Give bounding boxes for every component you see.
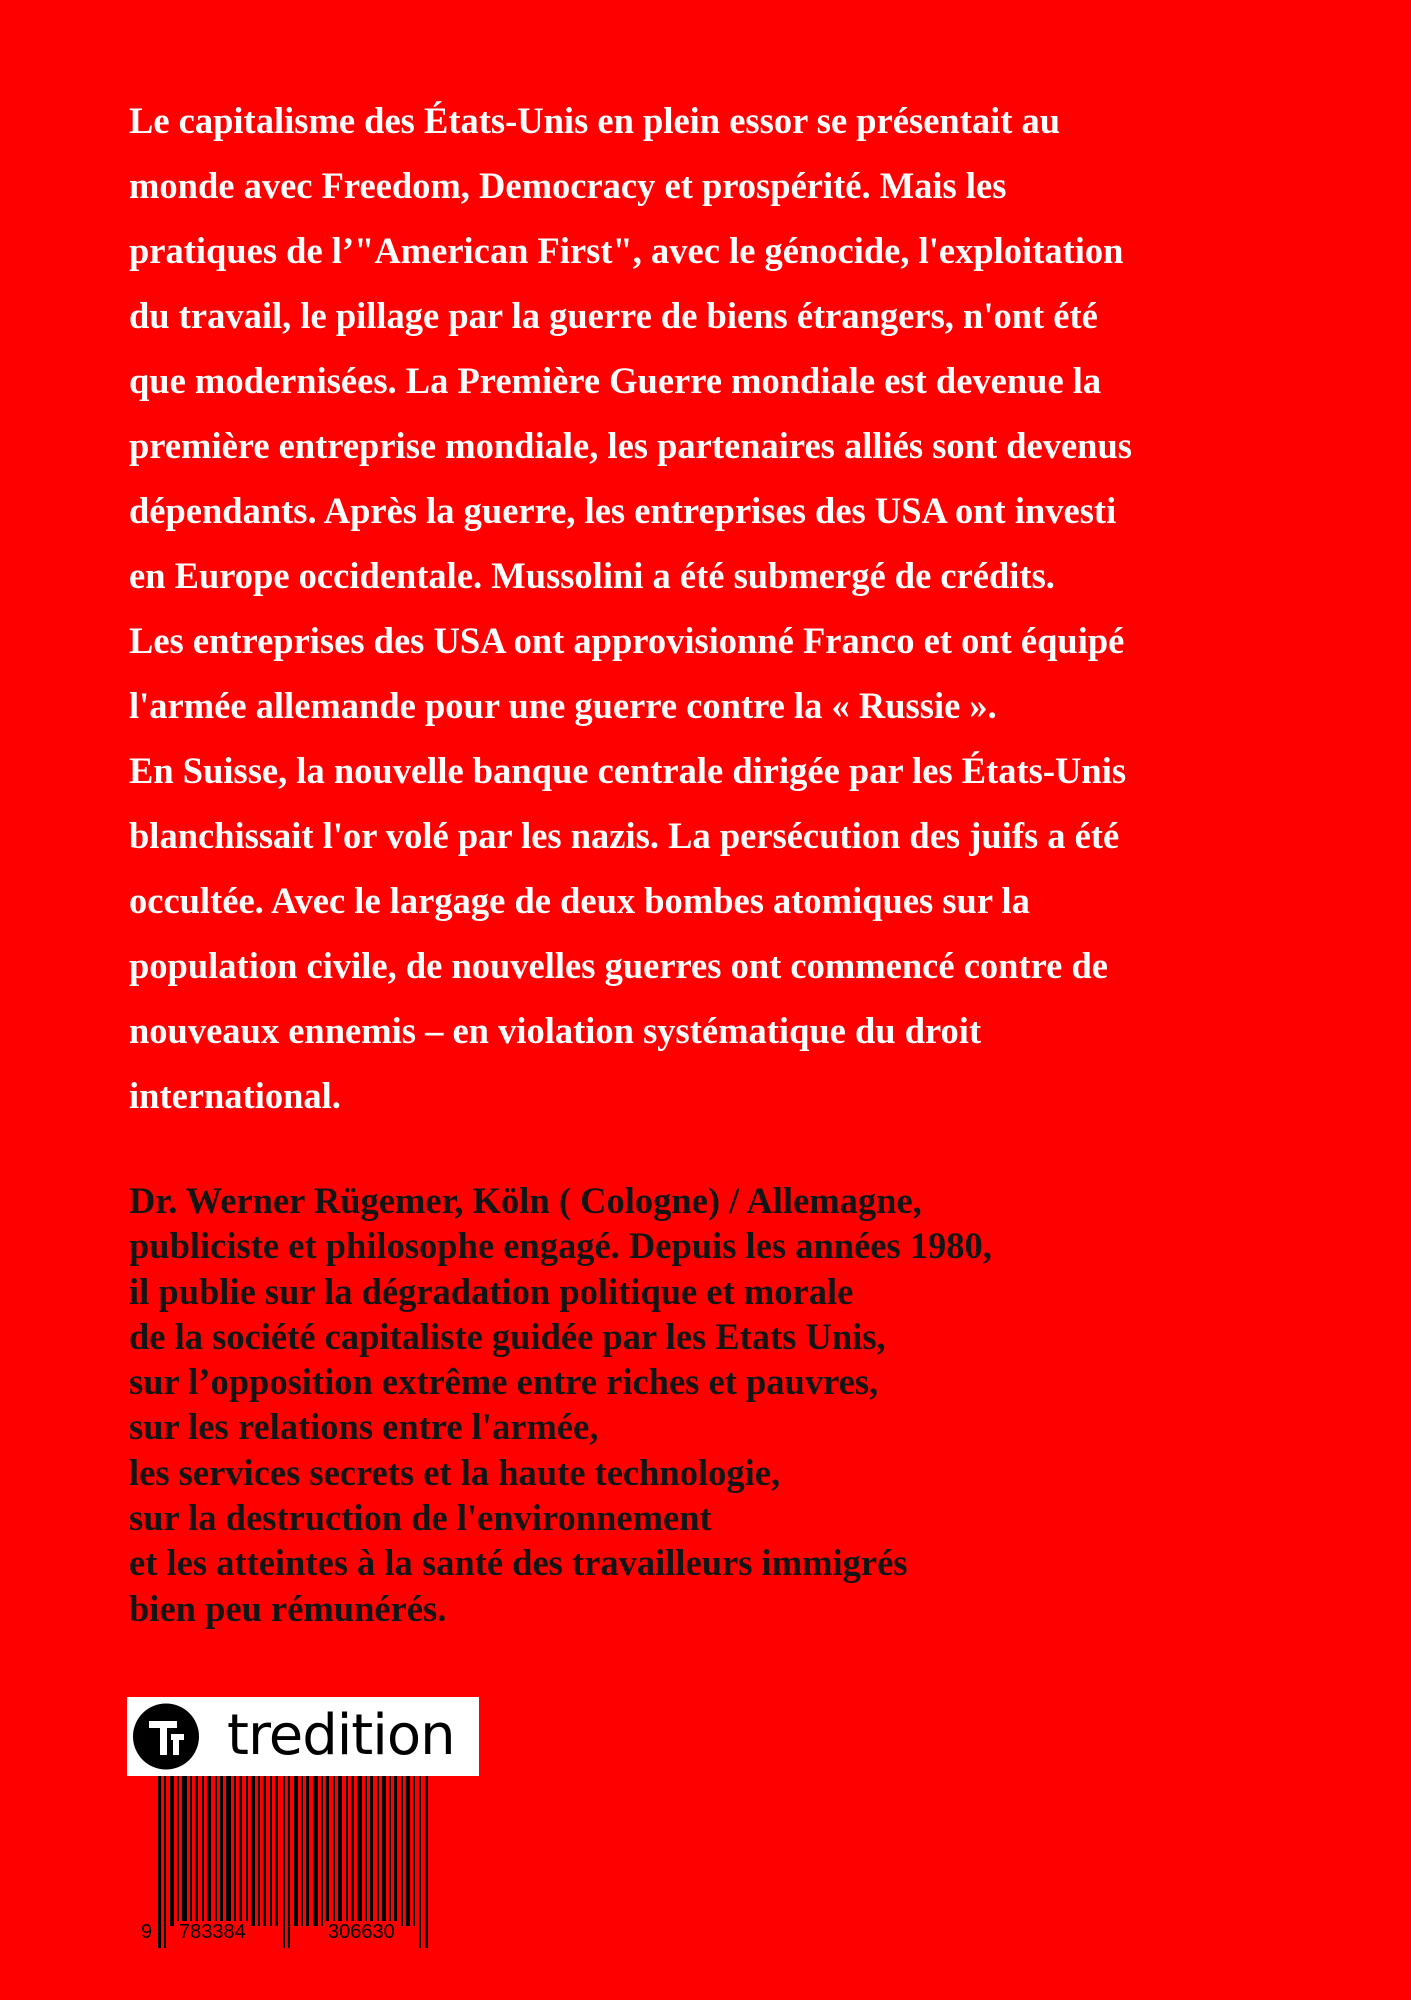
bio-line: sur les relations entre l'armée, [129,1406,599,1448]
blurb-line: Les entreprises des USA ont approvisionné Franco et ont équipé [129,620,1125,661]
blurb-line: occultée. Avec le largage de deux bombes atomiques sur la [129,880,1030,921]
blurb-line: population civile, de nouvelles guerres ont commencé contre de [129,945,1108,986]
blurb-line: que modernisées. La Première Guerre mondiale est devenue la [129,360,1102,401]
bio-line: sur l’opposition extrême entre riches et pauvres, [129,1361,879,1403]
blurb-line: nouveaux ennemis – en violation systématique du droit [129,1010,982,1051]
blurb-line: blanchissait l'or volé par les nazis. La persécution des juifs a été [129,815,1120,856]
blurb-line: pratiques de l’"American First", avec le génocide, l'exploitation [129,230,1124,271]
bio-line: il publie sur la dégradation politique et morale [129,1270,854,1312]
barcode-right-digits: 306630 [328,1921,395,1943]
blurb-line: Le capitalisme des États-Unis en plein essor se présentait au [129,100,1061,141]
bio-line: et les atteintes à la santé des travailleurs immigrés [129,1542,908,1584]
blurb-line: dépendants. Après la guerre, les entreprises des USA ont investi [129,490,1117,531]
bio-line: les services secrets et la haute technologie, [129,1451,781,1493]
tredition-logo-icon [127,1697,207,1776]
blurb-line: du travail, le pillage par la guerre de biens étrangers, n'ont été [129,295,1098,336]
publisher-logo [127,1697,479,1776]
barcode-first-digit: 9 [141,1921,153,1943]
back-cover-blurb [129,88,1309,1128]
barcode-left-digits: 783384 [179,1921,246,1943]
blurb-line: international. [129,1075,341,1116]
blurb-line: monde avec Freedom, Democracy et prospérité. Mais les [129,165,1007,206]
blurb-line: En Suisse, la nouvelle banque centrale dirigée par les États-Unis [129,750,1127,791]
bio-line: bien peu rémunérés. [129,1587,447,1629]
author-bio [129,1178,1309,1631]
blurb-line: première entreprise mondiale, les partenaires alliés sont devenus [129,425,1132,466]
publisher-name: tredition [227,1703,455,1768]
bio-line: sur la destruction de l'environnement [129,1497,712,1539]
blurb-line: en Europe occidentale. Mussolini a été submergé de crédits. [129,555,1055,596]
bio-line: Dr. Werner Rügemer, Köln ( Cologne) / Allemagne, [129,1180,922,1221]
bio-line: publiciste et philosophe engagé. Depuis les années 1980, [129,1225,992,1267]
blurb-line: l'armée allemande pour une guerre contre la « Russie ». [129,685,997,726]
bio-line: de la société capitaliste guidée par les Etats Unis, [129,1315,886,1357]
